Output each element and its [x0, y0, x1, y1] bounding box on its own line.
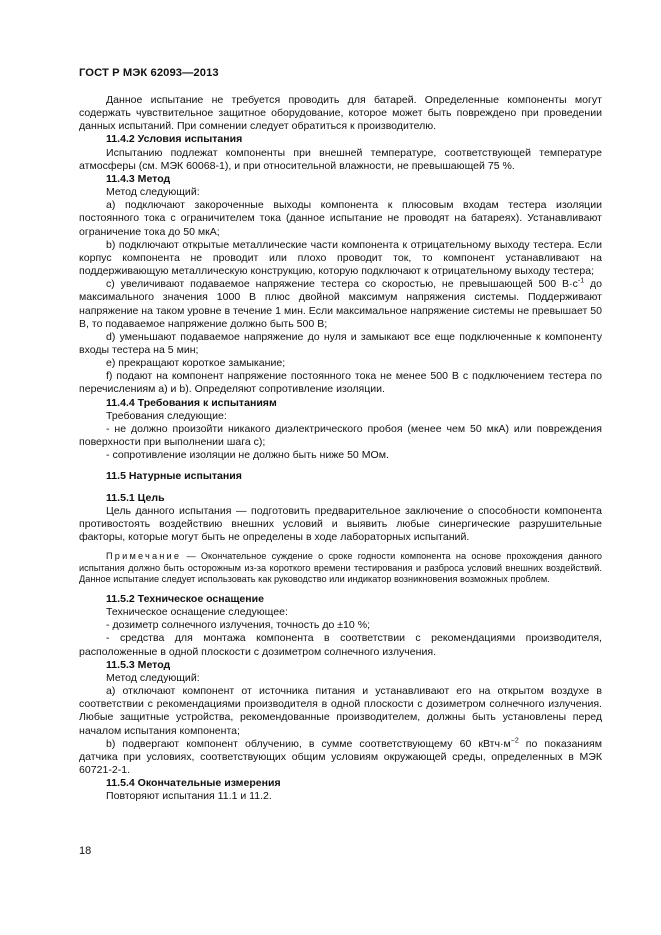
list-item: а) подключают закороченные выходы компонента к плюсовым входам тестера изоляции постоянного тока с ограничителем тока (данное испытание не проводят на батареях). Устанавливают ограничение тока до 50 мкА;: [79, 199, 602, 238]
section-heading-11-5-2: 11.5.2 Техническое оснащение: [106, 592, 265, 605]
section-heading-11-4-4: 11.4.4 Требования к испытаниям: [106, 396, 277, 409]
paragraph: Цель данного испытания — подготовить предварительное заключение о способности компонента противостоять воздействию внешних условий и выявить любые синергические разрушительные факторы, которые могут быть не определены в ходе лабораторных испытаний.: [79, 504, 602, 543]
superscript: -1: [577, 277, 585, 285]
page-number: 18: [79, 845, 92, 857]
list-item: [79, 278, 602, 331]
text-run: b) подвергают компонент облучению, в сумме соответствующему 60 кВтч·м: [106, 737, 511, 750]
section-heading-11-5: 11.5 Натурные испытания: [106, 470, 242, 483]
document-body: [79, 94, 602, 803]
list-item: [79, 738, 602, 777]
note-text: — Окончательное суждение о сроке годности компонента на основе прохождения данного испытания должно быть осторожным из-за короткого времени тестирования и разброса условий внешних воздействий. Данное испытание следует использовать как руководство или индикатор возникновения возможных проблем.: [79, 551, 602, 585]
list-item: - дозиметр солнечного излучения, точность до ±10 %;: [106, 619, 371, 632]
document-header: ГОСТ Р МЭК 62093—2013: [79, 67, 219, 79]
list-item: - средства для монтажа компонента в соответствии с рекомендациями производителя, расположенные в одной плоскости с дозиметром солнечного излучения.: [79, 632, 602, 658]
section-heading-11-5-1: 11.5.1 Цель: [106, 491, 165, 504]
section-heading-11-5-4: 11.5.4 Окончательные измерения: [106, 777, 281, 790]
text-run: с) увеличивают подаваемое напряжение тестера со скоростью, не превышающей 500 В·с: [106, 278, 578, 291]
text-run: по показаниям датчика при условиях, соответствующих общим условиям окружающей среды, определенных в МЭК 60721-2-1.: [79, 737, 602, 776]
paragraph: Повторяют испытания 11.1 и 11.2.: [106, 790, 272, 803]
list-item: е) прекращают короткое замыкание;: [106, 357, 286, 370]
list-item: b) подключают открытые металлические части компонента к отрицательному выходу тестера. Если корпус компонента не проводит или плохо проводит ток, то компонент устанавливают на поддерживающую металлическую конструкцию, которую подключают к отрицательному выходу тестера;: [79, 238, 602, 278]
paragraph: Метод следующий:: [106, 186, 200, 199]
list-item: а) отключают компонент от источника питания и устанавливают его на открытом воздухе в соответствии с рекомендациями производителя в одной плоскости с дозиметром солнечного излучения. Любые защитные устройства, рекомендованные производителем, должны быть установлены перед началом испытания компонента;: [79, 685, 602, 737]
paragraph: Данное испытание не требуется проводить для батарей. Определенные компоненты могут содержать чувствительное защитное оборудование, которое может быть повреждено при проведении данных испытаний. При сомнении следует обратиться к производителю.: [79, 94, 602, 133]
section-heading-11-4-3: 11.4.3 Метод: [106, 172, 171, 185]
section-heading-11-5-3: 11.5.3 Метод: [106, 658, 171, 671]
note-label: Примечание: [106, 551, 182, 562]
section-heading-11-4-2: 11.4.2 Условия испытания: [106, 133, 243, 146]
paragraph: Техническое оснащение следующее:: [106, 606, 288, 619]
list-item: - сопротивление изоляции не должно быть ниже 50 МОм.: [106, 449, 389, 462]
list-item: d) уменьшают подаваемое напряжение до нуля и замыкают все еще подключенные к компоненту входы тестера на 5 мин;: [79, 330, 602, 356]
paragraph: Метод следующий:: [106, 671, 200, 684]
paragraph: Требования следующие:: [106, 409, 227, 422]
list-item: f) подают на компонент напряжение постоянного тока не менее 500 В с подключением тестера по перечислениям а) и b). Определяют сопротивление изоляции.: [79, 370, 602, 396]
list-item: - не должно произойти никакого диэлектрического пробоя (менее чем 50 мкА) или повреждения поверхности при выполнении шага с);: [79, 422, 602, 449]
note: [79, 551, 602, 586]
text-run: до максимального значения 1000 В плюс двойной максимум напряжения системы. Поддерживают напряжение на таком уровне в течение 1 мин. Если максимальное напряжение системы не превышает 50 В, то подаваемое напряжение должно быть 500 В;: [79, 278, 602, 330]
paragraph: Испытанию подлежат компоненты при внешней температуре, соответствующей температуре атмосферы (см. МЭК 60068-1), и при относительной влажности, не превышающей 75 %.: [79, 146, 602, 172]
superscript: −2: [510, 737, 519, 745]
